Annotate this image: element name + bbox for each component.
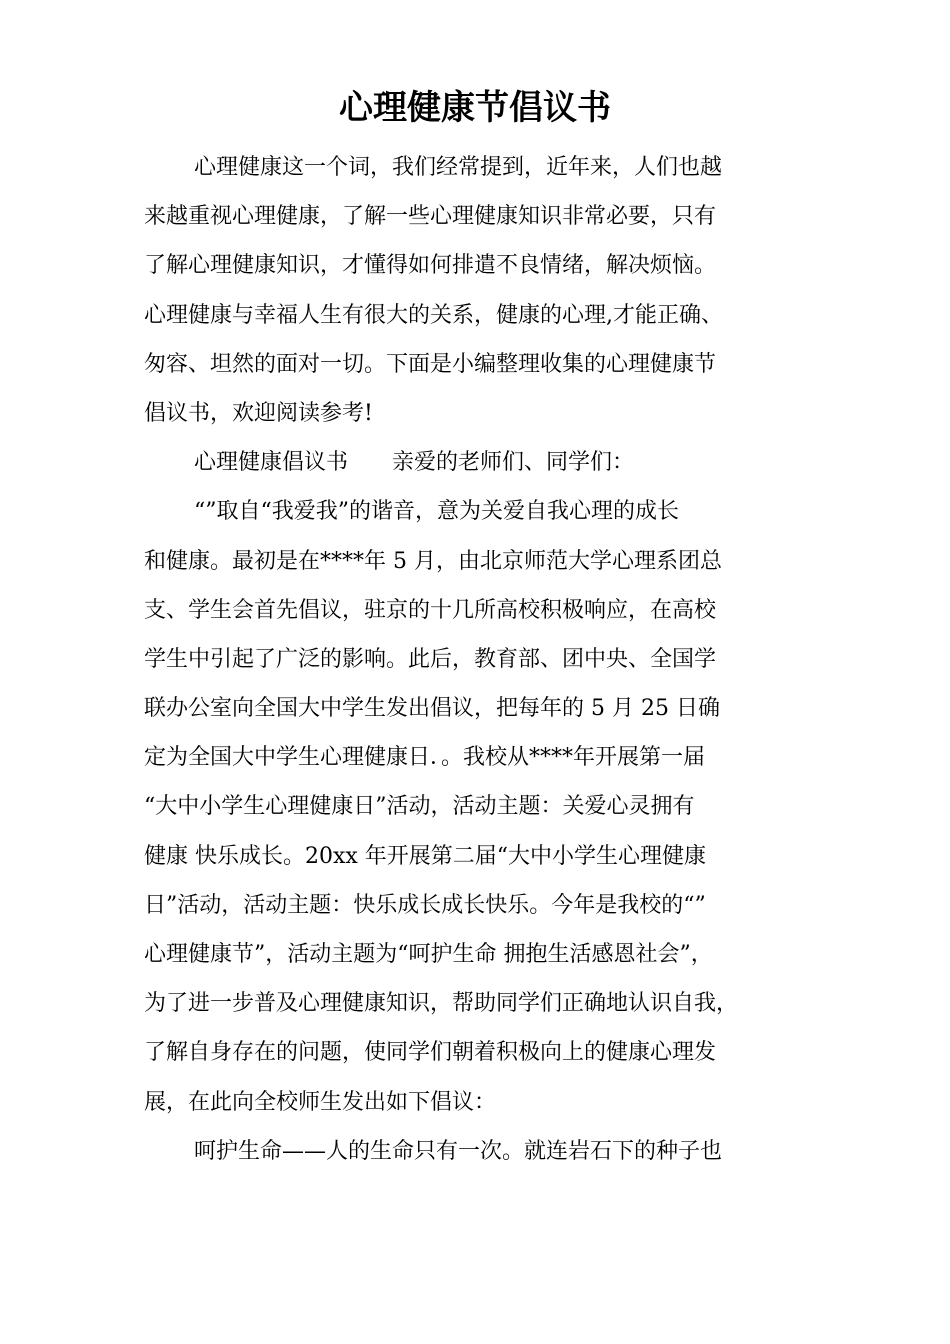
paragraph-line: 倡议书，欢迎阅读参考! (144, 400, 373, 426)
paragraph-line: 来越重视心理健康，了解一些心理健康知识非常必要，只有 (144, 204, 717, 230)
paragraph-line: 心理健康这一个词，我们经常提到，近年来，人们也越 (194, 155, 723, 180)
paragraph-line: 匆容、坦然的面对一切。下面是小编整理收集的心理健康节 (144, 351, 717, 377)
paragraph-line: 支、学生会首先倡议，驻京的十几所高校积极响应，在高校 (144, 597, 717, 623)
paragraph-line: 和健康。最初是在****年 5 月，由北京师范大学心理系团总 (144, 548, 722, 574)
paragraph-line: 健康 快乐成长。20xx 年开展第二届“大中小学生心理健康 (144, 843, 707, 869)
paragraph-line: 联办公室向全国大中学生发出倡议，把每年的 5 月 25 日确 (144, 696, 720, 722)
paragraph-line: 了解心理健康知识，才懂得如何排遣不良情绪，解决烦恼。 (144, 253, 717, 279)
paragraph-line: “大中小学生心理健康日”活动，活动主题：关爱心灵拥有 (144, 794, 695, 820)
salutation-line: 心理健康倡议书 亲爱的老师们、同学们： (194, 450, 635, 476)
paragraph-line: 日”活动，活动主题：快乐成长成长快乐。今年是我校的“” (144, 892, 706, 918)
paragraph-line: 心理健康节”，活动主题为“呵护生命 拥抱生活感恩社会”， (144, 942, 713, 967)
paragraph-line: 展，在此向全校师生发出如下倡议： (144, 1089, 497, 1115)
paragraph-line: “”取自“我爱我”的谐音，意为关爱自我心理的成长 (194, 499, 679, 525)
document-body (144, 143, 812, 1176)
paragraph-line: 心理健康与幸福人生有很大的关系，健康的心理,才能正确、 (144, 302, 723, 328)
document-title: 心理健康节倡议书 (339, 88, 611, 128)
paragraph-line: 定为全国大中学生心理健康日．。我校从****年开展第一届 (144, 745, 706, 771)
paragraph-line: 学生中引起了广泛的影响。此后，教育部、团中央、全国学 (144, 646, 717, 672)
paragraph-line: 了解自身存在的问题，使同学们朝着积极向上的健康心理发 (144, 1040, 717, 1066)
paragraph-line: 为了进一步普及心理健康知识，帮助同学们正确地认识自我， (144, 991, 739, 1017)
paragraph-line: 呵护生命——人的生命只有一次。就连岩石下的种子也 (194, 1138, 723, 1164)
